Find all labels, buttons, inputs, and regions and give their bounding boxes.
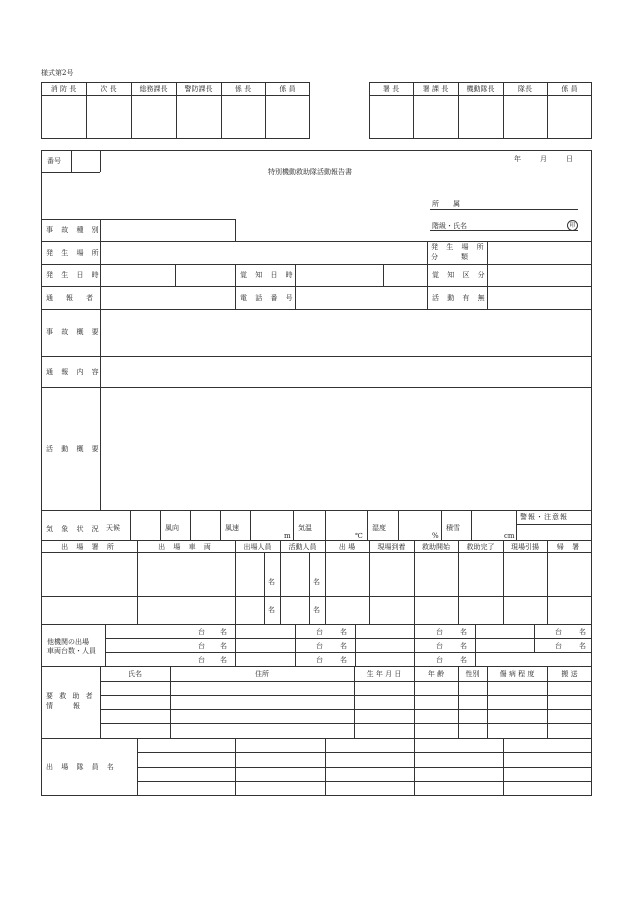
- person-unit: 名: [460, 656, 467, 664]
- vehicle-unit: 台: [555, 642, 562, 650]
- date-year: 年: [514, 155, 521, 163]
- dispatch-unit-3: 名: [268, 606, 275, 614]
- warning-label: 警報・注意報: [520, 513, 568, 521]
- person-unit: 名: [579, 642, 586, 650]
- wind-speed-unit: m: [284, 532, 291, 540]
- location-class-label-2: 分 類: [431, 253, 471, 261]
- summary-label: 事 故 概 要: [46, 328, 102, 336]
- person-unit: 名: [340, 628, 347, 636]
- weather-sky-label: 天候: [106, 524, 120, 532]
- vehicle-unit: 台: [555, 628, 562, 636]
- rescue-header-address: 住所: [255, 670, 269, 678]
- snow-unit: cm: [504, 532, 515, 540]
- members-label: 出 場 隊 員 名: [46, 763, 117, 771]
- temperature-unit: ℃: [355, 532, 363, 540]
- approval-station-chief: 署 長: [382, 85, 400, 93]
- aware-datetime-label: 覚 知 日 時: [240, 271, 296, 279]
- activity-summary-label: 活 動 概 要: [46, 445, 102, 453]
- person-unit: 名: [579, 628, 586, 636]
- vehicle-unit: 台: [316, 656, 323, 664]
- rank-name-label: 階級・氏名: [432, 222, 467, 230]
- vehicle-unit: 台: [316, 628, 323, 636]
- dispatch-unit-2: 名: [313, 578, 320, 586]
- approval-team-chief: 隊長: [518, 85, 532, 93]
- approval-section-chief: 係 長: [234, 85, 252, 93]
- rescue-header-age: 年 齢: [427, 670, 445, 678]
- dispatch-header-withdraw: 現場引揚: [511, 543, 539, 551]
- person-unit: 名: [460, 642, 467, 650]
- rescue-header-name: 氏名: [128, 670, 142, 678]
- approval-deputy: 次 長: [100, 85, 117, 93]
- occur-datetime-label: 発 生 日 時: [46, 271, 102, 279]
- approval-staff: 係 員: [279, 85, 296, 93]
- seal-icon: 印: [567, 220, 578, 231]
- approval-station-section: 署 課 長: [422, 85, 449, 93]
- rescue-header-injury: 傷 病 程 度: [499, 670, 535, 678]
- vehicle-unit: 台: [316, 642, 323, 650]
- other-agencies-label-1: 他機関の出場: [47, 638, 89, 646]
- person-unit: 名: [220, 628, 227, 636]
- number-label: 番号: [47, 157, 61, 165]
- weather-label: 気 象 状 況: [46, 525, 102, 533]
- incident-type-label: 事 故 種 別: [46, 226, 102, 234]
- vehicle-unit: 台: [198, 628, 205, 636]
- dispatch-header-active-staff: 活動人員: [288, 543, 317, 551]
- dispatch-header-departure: 出 場: [338, 543, 356, 551]
- dispatch-header-return: 帰 署: [556, 543, 583, 551]
- approval-right-staff: 係 員: [561, 85, 578, 93]
- person-unit: 名: [340, 642, 347, 650]
- wind-direction-label: 風向: [165, 524, 179, 532]
- person-unit: 名: [460, 628, 467, 636]
- form-number: 様式第2号: [41, 69, 74, 77]
- rescue-label-1: 要 救 助 者: [46, 692, 95, 700]
- humidity-label: 湿度: [372, 524, 386, 532]
- humidity-unit: %: [432, 532, 439, 540]
- other-agencies-label-2: 車両台数・人員: [47, 647, 96, 655]
- location-label: 発 生 場 所: [46, 249, 102, 257]
- date-day: 日: [566, 155, 573, 163]
- person-unit: 名: [220, 642, 227, 650]
- vehicle-unit: 台: [198, 656, 205, 664]
- rescue-header-birthdate: 生 年 月 日: [366, 670, 402, 678]
- dispatch-unit-4: 名: [313, 606, 320, 614]
- temperature-label: 気温: [298, 524, 312, 532]
- aware-class-label: 覚 知 区 分: [432, 271, 488, 279]
- report-title: 特別機動救助隊活動報告書: [268, 168, 352, 176]
- person-unit: 名: [340, 656, 347, 664]
- vehicle-unit: 台: [436, 628, 443, 636]
- approval-chief: 消 防 長: [50, 85, 77, 93]
- vehicle-unit: 台: [436, 642, 443, 650]
- dispatch-header-rescue-start: 救助開始: [422, 543, 450, 551]
- dispatch-unit-1: 名: [268, 578, 275, 586]
- rescue-header-sex: 性別: [465, 670, 480, 678]
- activity-flag-label: 活 動 有 無: [432, 294, 488, 302]
- rescue-label-2: 情 報: [46, 702, 82, 710]
- dispatch-header-arrival: 現場到着: [377, 543, 406, 551]
- reporter-label: 通 報 者: [46, 294, 96, 302]
- dispatch-header-vehicle: 出 場 車 両: [158, 543, 214, 551]
- date-month: 月: [540, 155, 547, 163]
- snow-label: 積雪: [446, 524, 460, 532]
- location-class-label-1: 発 生 場 所: [431, 243, 487, 251]
- approval-mobile-chief: 機動隊長: [466, 85, 495, 93]
- dispatch-header-rescue-end: 救助完了: [466, 543, 495, 551]
- phone-label: 電 話 番 号: [240, 294, 296, 302]
- approval-general-affairs: 総務課長: [139, 85, 168, 93]
- dispatch-header-station: 出 場 署 所: [61, 543, 117, 551]
- dispatch-header-dispatched-staff: 出場人員: [243, 543, 272, 551]
- affiliation-label: 所 属: [432, 200, 460, 208]
- vehicle-unit: 台: [436, 656, 443, 664]
- person-unit: 名: [220, 656, 227, 664]
- approval-fire-prevention: 警防課長: [184, 85, 213, 93]
- wind-speed-label: 風速: [225, 524, 239, 532]
- vehicle-unit: 台: [198, 642, 205, 650]
- rescue-header-transport: 搬 送: [561, 670, 578, 678]
- report-content-label: 通 報 内 容: [46, 368, 102, 376]
